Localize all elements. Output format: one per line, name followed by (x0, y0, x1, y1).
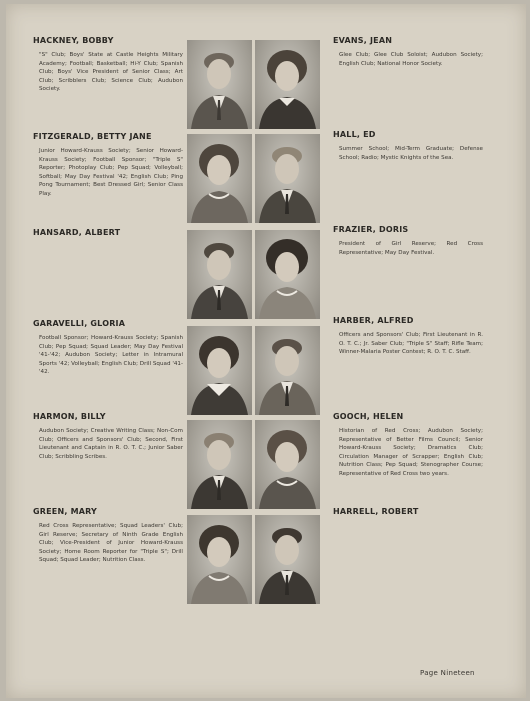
student-name: HARBER, ALFRED (333, 316, 414, 325)
student-activities: Junior Howard-Krauss Society; Senior Howard-Krauss Society; Football Sponsor; "Triple S" Reporter; Photoplay Club; Pep Squad; Volleyball; Softball; May Day Festival '42; English Club; Ping Pong Tournament; Best Dressed Girl; Senior Class Play. (39, 148, 183, 197)
student-activities: Football Sponsor; Howard-Krauss Society; Spanish Club; Pep Squad; Squad Leader; May Day Festival '41-'42; Audubon Society; Letter in Intramural Sports '42; Volleyball; English Club; Drill Squad '41-'42. (39, 335, 183, 376)
student-name: FRAZIER, DORIS (333, 225, 409, 234)
student-activities: Glee Club; Glee Club Soloist; Audubon Society; English Club; National Honor Society. (339, 52, 483, 67)
student-entry (333, 507, 483, 522)
student-name: HALL, ED (333, 130, 376, 139)
portrait-photo (187, 326, 252, 415)
student-entry (333, 316, 483, 357)
student-entry (333, 412, 483, 479)
student-entry (33, 36, 183, 94)
student-activities: Audubon Society; Creative Writing Class; Non-Com Club; Officers and Sponsors' Club; Second, First Lieutenant and Captain in R. O. T. C.; Junior Saber Club; Scribbling Scribes. (39, 428, 183, 460)
student-entry (33, 228, 183, 243)
portrait-photo (255, 134, 320, 223)
student-activities: Red Cross Representative; Squad Leaders' Club; Girl Reserve; Secretary of Ninth Grade English Club; Vice-President of Junior Howard-Krauss Society; Home Room Reporter for "Triple S"; Drill Squad; Squad Leader; Nutrition Class. (39, 523, 183, 564)
student-entry (333, 130, 483, 162)
portrait-photo (187, 134, 252, 223)
yearbook-page (6, 4, 526, 698)
student-activities: Historian of Red Cross; Audubon Society; Representative of Better Films Council; Senior Howard-Krauss Society; Dramatics Club; Circulation Manager of Scrapper; English Club; Nutrition Class; Pep Squad; Stenographer Course; Representative of Red Cross two years. (339, 428, 483, 477)
portrait-photo (255, 230, 320, 319)
student-name: HACKNEY, BOBBY (33, 36, 114, 45)
portrait-photo (187, 420, 252, 509)
student-entry (33, 132, 183, 199)
student-entry (333, 225, 483, 257)
portrait-photo (187, 40, 252, 129)
portrait-photo (255, 40, 320, 129)
student-entry (333, 36, 483, 68)
student-name: FITZGERALD, BETTY JANE (33, 132, 152, 141)
student-activities: Summer School; Mid-Term Graduate; Defense School; Radio; Mystic Knights of the Sea. (339, 146, 483, 161)
student-activities: "S" Club; Boys' State at Castle Heights Military Academy; Football; Basketball; Hi-Y Club; Spanish Club; Boys' Vice President of Senior Class; Art Club; Scribblers Club; Science Club; Audubon Society. (39, 52, 183, 93)
student-name: HANSARD, ALBERT (33, 228, 121, 237)
portrait-photo (255, 326, 320, 415)
student-name: GREEN, MARY (33, 507, 98, 516)
student-activities: President of Girl Reserve; Red Cross Representative; May Day Festival. (339, 241, 483, 256)
student-name: GOOCH, HELEN (333, 412, 404, 421)
student-name: EVANS, JEAN (333, 36, 393, 45)
student-entry (33, 412, 183, 461)
student-name: HARMON, BILLY (33, 412, 106, 421)
student-entry (33, 507, 183, 565)
portrait-photo (187, 515, 252, 604)
student-entry (33, 319, 183, 377)
student-name: HARRELL, ROBERT (333, 507, 419, 516)
portrait-photo (255, 420, 320, 509)
portrait-photo (255, 515, 320, 604)
student-activities: Officers and Sponsors' Club; First Lieutenant in R. O. T. C.; Jr. Saber Club; "Triple S" Staff; Rifle Team; Winner-Malaria Poster Contest; R. O. T. C. Staff. (339, 332, 483, 356)
student-name: GARAVELLI, GLORIA (33, 319, 126, 328)
portrait-photo (187, 230, 252, 319)
page-number: Page Nineteen (420, 669, 475, 677)
